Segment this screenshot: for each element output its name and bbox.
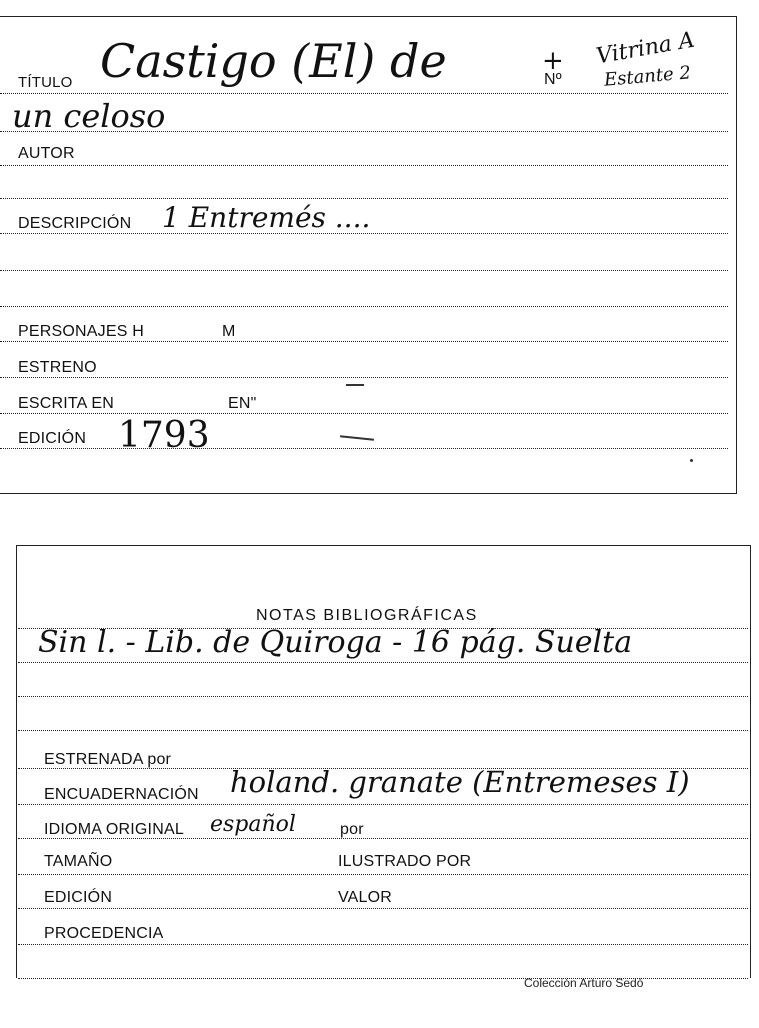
estrenada-por-label: ESTRENADA por [44,751,172,768]
edicion-label: EDICIÓN [18,430,87,447]
personajes-m-label: M [222,323,236,340]
rule-line [0,270,728,271]
rule-line [18,696,748,697]
autor-label: AUTOR [18,145,75,162]
rule-line [18,662,748,663]
idioma-label: IDIOMA ORIGINAL [44,821,184,838]
titulo-value-line2: un celoso [12,97,166,135]
collection-footer: Colección Arturo Sedó [524,976,644,990]
rule-line [0,448,728,449]
en-label: EN" [228,395,257,412]
estreno-label: ESTRENO [18,359,97,376]
rule-line [18,730,748,731]
escrita-en-label: ESCRITA EN [18,395,114,412]
rule-line [0,341,728,342]
rule-line [18,838,748,839]
edicion2-label: EDICIÓN [44,889,113,906]
rule-line [0,413,728,414]
location-line2: Estante 2 [603,62,692,91]
encuadernacion-value: holand. granate (Entremeses I) [230,765,690,799]
titulo-value-line1: Castigo (El) de [100,34,447,88]
edicion-value: 1793 [118,415,210,456]
rule-line [0,165,728,166]
rule-line [0,198,728,199]
tamano-label: TAMAÑO [44,853,113,870]
titulo-label: TÍTULO [18,74,73,91]
idioma-por-label: por [340,821,364,838]
numero-label: Nº [544,71,562,88]
rule-line [18,874,748,875]
procedencia-label: PROCEDENCIA [44,925,164,942]
rule-line [18,908,748,909]
descripcion-value: 1 Entremés .... [162,201,371,234]
idioma-value: español [210,812,296,837]
rule-line [0,377,728,378]
ink-dot [690,459,693,462]
ilustrado-label: ILUSTRADO POR [338,853,472,870]
rule-line [0,306,728,307]
numero-mark: + [542,46,564,76]
descripcion-label: DESCRIPCIÓN [18,215,132,232]
location-line1: Vitrina A [594,27,697,70]
rule-line [0,93,728,94]
notas-heading: NOTAS BIBLIOGRÁFICAS [256,607,478,624]
valor-label: VALOR [338,889,393,906]
personajes-h-label: PERSONAJES H [18,323,144,340]
notas-value: Sin l. - Lib. de Quiroga - 16 pág. Suelta [38,625,633,660]
rule-line [18,804,748,805]
rule-line [18,944,748,945]
ink-mark [346,384,364,386]
encuadernacion-label: ENCUADERNACIÓN [44,786,199,803]
